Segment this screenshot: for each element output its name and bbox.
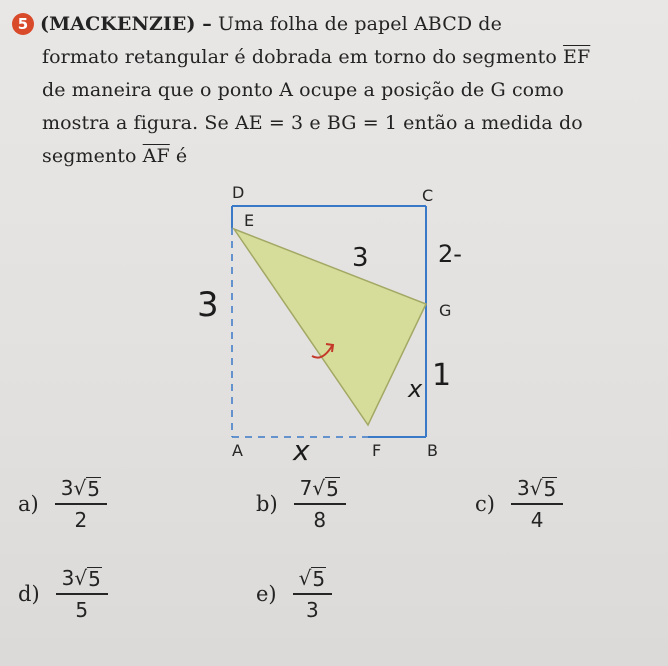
option-b-coef: 7 bbox=[299, 476, 313, 500]
handwritten-x-bottom: x bbox=[293, 434, 310, 467]
option-b-radicand: 5 bbox=[326, 477, 339, 501]
option-c-denominator: 4 bbox=[530, 508, 544, 532]
option-c-coef: 3 bbox=[516, 476, 530, 500]
option-b-fraction: 7 √ 5 8 bbox=[294, 476, 346, 532]
option-e[interactable] bbox=[256, 566, 332, 622]
option-b[interactable] bbox=[256, 476, 346, 532]
option-d-coef: 3 bbox=[61, 566, 75, 590]
segment-af: $\overline{AF}$ bbox=[142, 145, 170, 167]
label-a: A bbox=[232, 441, 243, 460]
option-a[interactable] bbox=[18, 476, 107, 532]
option-c-radicand: 5 bbox=[543, 477, 557, 501]
option-c[interactable] bbox=[475, 476, 563, 532]
option-c-fraction: 3 √ 5 4 bbox=[511, 476, 563, 532]
option-e-radicand: 5 bbox=[312, 567, 326, 591]
option-e-letter: e) bbox=[256, 582, 277, 606]
option-a-radicand: 5 bbox=[87, 477, 100, 501]
handwritten-1: 1 bbox=[432, 358, 452, 393]
problem-line-5-end: é bbox=[175, 145, 188, 167]
label-d: D bbox=[232, 183, 245, 202]
option-d-radicand: 5 bbox=[88, 567, 101, 591]
handwritten-3-hypotenuse: 3 bbox=[352, 243, 369, 273]
option-a-coef: 3 bbox=[60, 476, 74, 500]
problem-source: (MACKENZIE) – bbox=[40, 13, 212, 35]
option-e-denominator: 3 bbox=[306, 598, 319, 622]
question-number-badge: 5 bbox=[12, 13, 34, 35]
handwritten-x-fold: x bbox=[408, 375, 423, 403]
option-d-fraction: 3 √ 5 5 bbox=[56, 566, 108, 622]
option-c-letter: c) bbox=[475, 492, 495, 516]
option-b-denominator: 8 bbox=[313, 508, 327, 532]
problem-line-1-text: Uma folha de papel ABCD de bbox=[218, 13, 502, 35]
option-d-letter: d) bbox=[18, 582, 40, 606]
option-a-letter: a) bbox=[18, 492, 39, 516]
option-d-denominator: 5 bbox=[75, 598, 89, 622]
handwritten-3-left: 3 bbox=[197, 285, 219, 325]
label-c: C bbox=[422, 186, 434, 205]
segment-ef: $\overline{EF}$ bbox=[563, 46, 591, 68]
problem-line-4: mostra a figura. Se AE = 3 e BG = 1 então a medida do bbox=[42, 112, 583, 134]
problem-line-5-text: segmento bbox=[42, 145, 137, 167]
label-e: E bbox=[244, 211, 255, 230]
option-a-denominator: 2 bbox=[74, 508, 88, 532]
label-g: G bbox=[439, 301, 452, 320]
option-b-letter: b) bbox=[256, 492, 278, 516]
handwritten-2: 2- bbox=[438, 240, 462, 268]
label-b: B bbox=[427, 441, 438, 460]
option-e-fraction: √ 5 3 bbox=[293, 566, 332, 622]
folded-triangle bbox=[234, 229, 426, 425]
option-d[interactable] bbox=[18, 566, 108, 622]
problem-line-3: de maneira que o ponto A ocupe a posição de G como bbox=[42, 79, 564, 101]
option-a-fraction: 3 √ 5 2 bbox=[55, 476, 107, 532]
label-f: F bbox=[372, 441, 382, 460]
problem-line-2-text: formato retangular é dobrada em torno do segmento bbox=[42, 46, 557, 68]
